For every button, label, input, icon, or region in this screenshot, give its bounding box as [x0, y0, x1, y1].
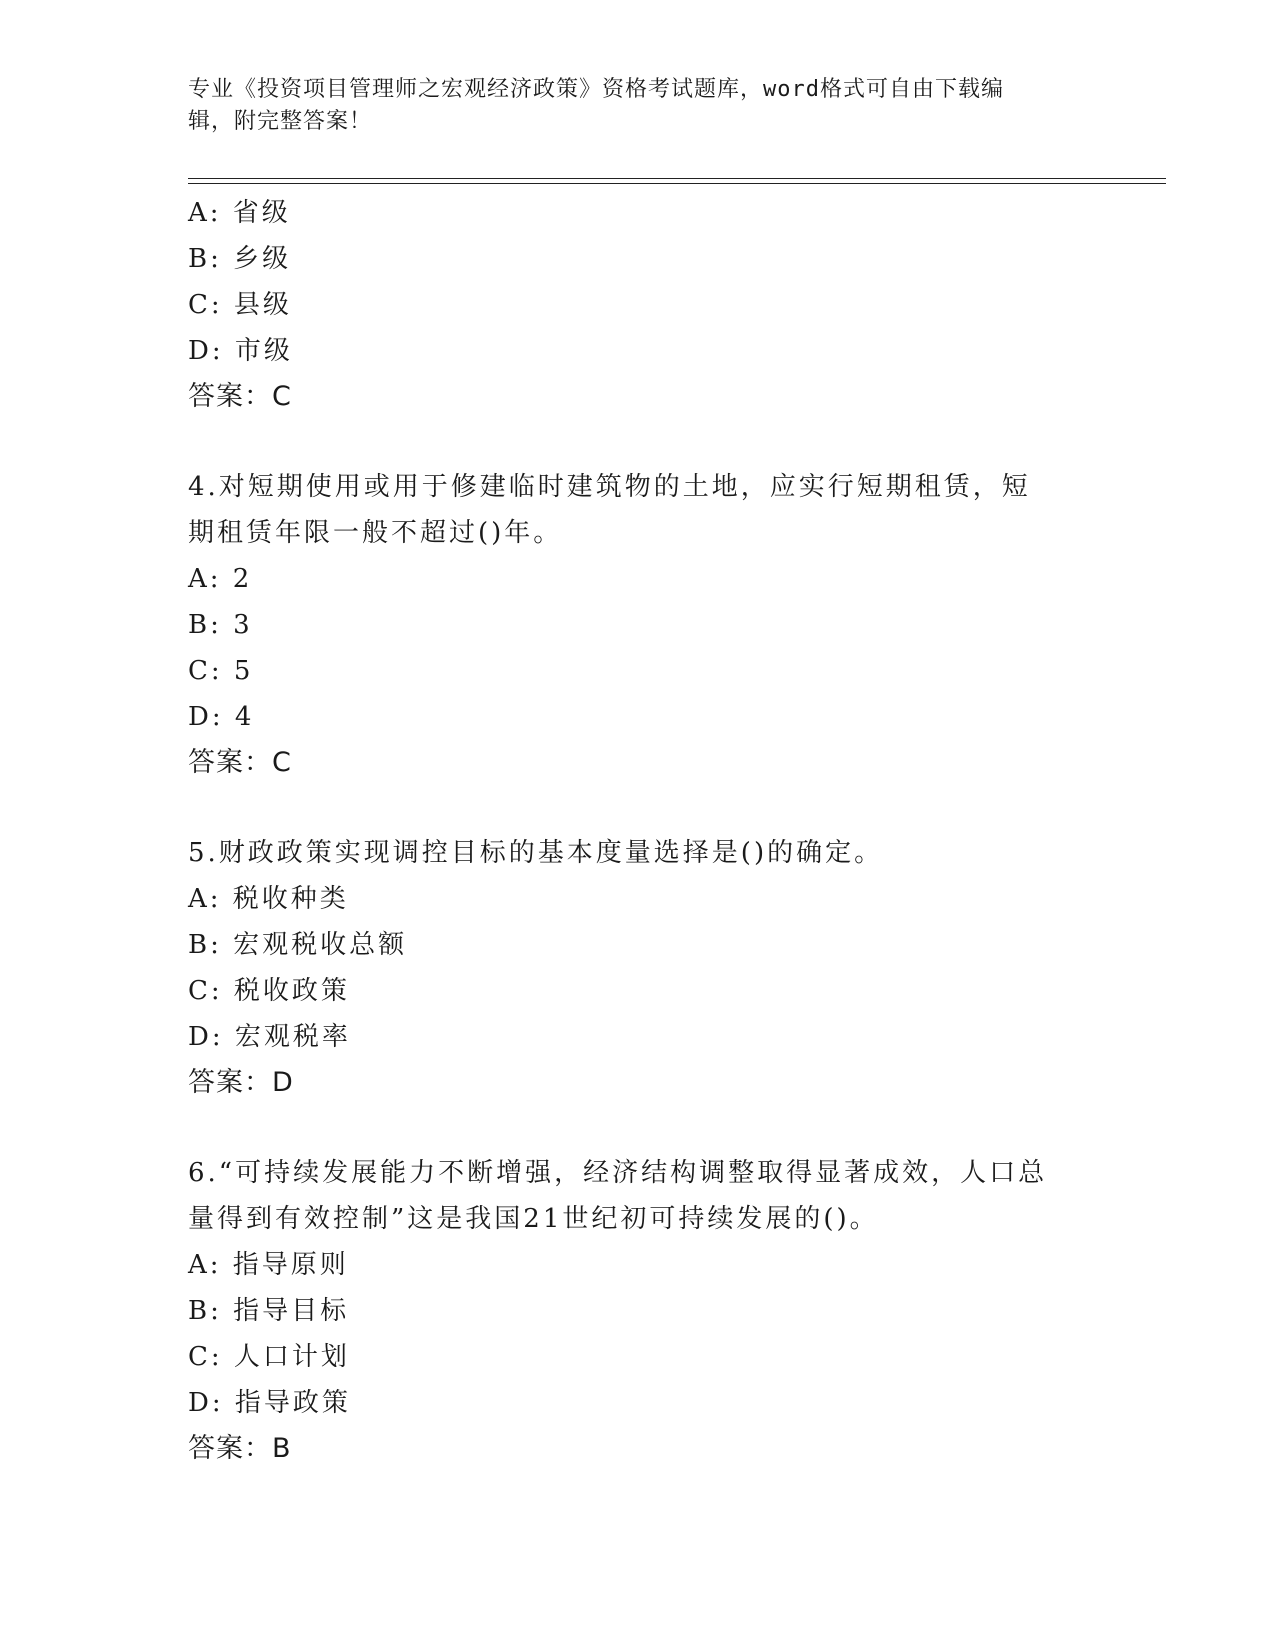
- partial-question: [188, 190, 1088, 420]
- header-line-1: 专业《投资项目管理师之宏观经济政策》资格考试题库，word格式可自由下载编: [188, 77, 1004, 102]
- option-d: D: 指导政策: [188, 1388, 351, 1418]
- option-d: D: 市级: [188, 336, 293, 366]
- option-c: C: 人口计划: [188, 1342, 350, 1372]
- option-b: B: 宏观税收总额: [188, 930, 408, 960]
- header-divider-bottom: [188, 183, 1166, 184]
- option-c: C: 税收政策: [188, 976, 350, 1006]
- question-text: 6.“可持续发展能力不断增强，经济结构调整取得显著成效，人口总量得到有效控制”这是我国21世纪初可持续发展的()。: [188, 1158, 1048, 1234]
- option-a: A: 税收种类: [188, 884, 349, 914]
- question-6: [188, 1150, 1088, 1472]
- option-b: B: 乡级: [188, 244, 292, 274]
- header-line-2: 辑，附完整答案！: [188, 109, 373, 134]
- question-text: 4.对短期使用或用于修建临时建筑物的土地，应实行短期租赁，短期租赁年限一般不超过()年。: [188, 472, 1031, 548]
- answer-line: 答案：C: [188, 747, 292, 778]
- question-4: [188, 464, 1088, 786]
- option-a: A: 指导原则: [188, 1250, 349, 1280]
- option-b: B: 指导目标: [188, 1296, 350, 1326]
- answer-line: 答案：B: [188, 1433, 292, 1464]
- option-a: A: 省级: [188, 198, 291, 228]
- option-c: C: 县级: [188, 290, 292, 320]
- option-d: D: 4: [188, 702, 255, 732]
- answer-line: 答案：D: [188, 1067, 294, 1098]
- header-divider-top: [188, 178, 1166, 179]
- option-d: D: 宏观税率: [188, 1022, 351, 1052]
- question-text: 5.财政政策实现调控目标的基本度量选择是()的确定。: [188, 838, 884, 868]
- answer-line: 答案：C: [188, 381, 292, 412]
- option-a: A: 2: [188, 564, 253, 594]
- document-header: [188, 74, 1088, 138]
- question-5: [188, 830, 1088, 1106]
- question-list: [188, 190, 1088, 1472]
- option-b: B: 3: [188, 610, 253, 640]
- option-c: C: 5: [188, 656, 254, 686]
